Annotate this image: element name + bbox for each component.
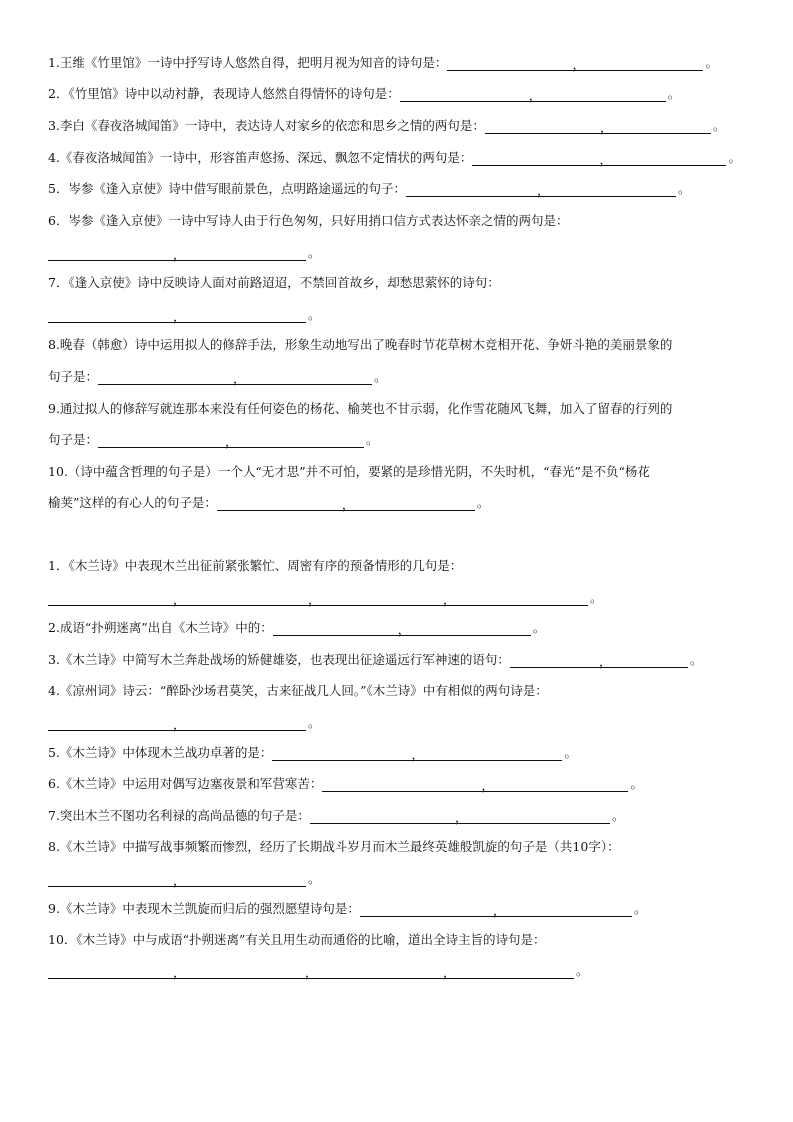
question-2-4-answer: ， 。 — [48, 715, 760, 731]
answer-blank[interactable] — [48, 873, 176, 887]
question-text: 8.晚春（韩愈）诗中运用拟人的修辞手法，形象生动地写出了晚春时节花草树木竞相开花、争妍斗艳的美丽景象的 — [48, 337, 673, 352]
question-text: 7.突出木兰不图功名利禄的高尚品德的句子是： — [48, 808, 310, 823]
answer-blank[interactable] — [48, 247, 176, 261]
question-text: 5．岑参《逢入京使》诗中借写眼前景色，点明路途遥远的句子： — [48, 181, 406, 196]
answer-blank[interactable] — [446, 965, 574, 979]
question-text: 10.（诗中蕴含哲理的句子是）一个人“无才思”并不可怕，要紧的是珍惜光阴，不失时机，“春光”是不负“杨花 — [48, 464, 650, 479]
question-1-9-answer: 句子是： ， 。 — [48, 432, 379, 449]
answer-blank[interactable] — [228, 434, 364, 448]
question-1-9 — [48, 401, 760, 417]
answer-blank[interactable] — [176, 309, 306, 323]
answer-blank[interactable] — [360, 903, 496, 917]
answer-blank[interactable] — [310, 810, 458, 824]
question-text: 4.《春夜洛城闻笛》一诗中，形容笛声悠扬、深远、飘忽不定情状的两句是： — [48, 150, 473, 165]
question-1-3: 3.李白《春夜洛城闻笛》一诗中，表达诗人对家乡的依恋和思乡之情的两句是： ， 。 — [48, 118, 726, 135]
answer-blank[interactable] — [176, 717, 306, 731]
question-1-7 — [48, 275, 760, 291]
answer-blank[interactable] — [485, 120, 603, 134]
answer-blank[interactable] — [602, 654, 688, 668]
answer-blank[interactable] — [272, 747, 414, 761]
question-text: 句子是： — [48, 369, 99, 384]
answer-blank[interactable] — [98, 371, 236, 385]
question-2-3: 3.《木兰诗》中简写木兰奔赴战场的矫健雄姿，也表现出征途遥远行军神速的语句： ， 。 — [48, 652, 703, 669]
question-2-7: 7.突出木兰不图功名利禄的高尚品德的句子是： ， 。 — [48, 808, 625, 825]
answer-blank[interactable] — [406, 183, 540, 197]
question-text: 榆荚”这样的有心人的句子是： — [48, 495, 217, 510]
answer-blank[interactable] — [401, 622, 531, 636]
question-text: 句子是： — [48, 432, 99, 447]
answer-blank[interactable] — [496, 903, 632, 917]
answer-blank[interactable] — [48, 965, 176, 979]
question-2-1-answer: ， ， ， 。 — [48, 590, 760, 606]
answer-blank[interactable] — [345, 497, 475, 511]
answer-blank[interactable] — [98, 434, 228, 448]
answer-blank[interactable] — [458, 810, 610, 824]
question-text: 6．岑参《逢入京使》一诗中写诗人由于行色匆匆，只好用捎口信方式表达怀亲之情的两句是： — [48, 213, 569, 228]
answer-blank[interactable] — [236, 371, 372, 385]
question-text: 6.《木兰诗》中运用对偶写边塞夜景和军营寒苦： — [48, 776, 323, 791]
answer-blank[interactable] — [322, 778, 484, 792]
question-2-10 — [48, 932, 760, 948]
answer-blank[interactable] — [176, 592, 311, 606]
answer-blank[interactable] — [311, 592, 446, 606]
question-1-10 — [48, 464, 760, 480]
answer-blank[interactable] — [446, 592, 588, 606]
question-1-1: 1.王维《竹里馆》一诗中抒写诗人悠然自得，把明月视为知音的诗句是： ， 。 — [48, 55, 718, 72]
answer-blank[interactable] — [532, 88, 666, 102]
question-2-2: 2.成语“扑朔迷离”出自《木兰诗》中的： ， 。 — [48, 620, 546, 637]
question-1-7-answer: ， 。 — [48, 307, 760, 323]
question-text: 1．《木兰诗》中表现木兰出征前紧张繁忙、周密有序的预备情形的几句是： — [48, 558, 463, 573]
question-1-5: 5．岑参《逢入京使》诗中借写眼前景色，点明路途遥远的句子： ， 。 — [48, 181, 691, 198]
answer-blank[interactable] — [176, 965, 308, 979]
question-2-1 — [48, 558, 760, 574]
answer-blank[interactable] — [602, 152, 726, 166]
answer-blank[interactable] — [472, 152, 602, 166]
answer-blank[interactable] — [447, 57, 575, 71]
question-1-8 — [48, 337, 760, 353]
question-text: 8.《木兰诗》中描写战事频繁而惨烈，经历了长期战斗岁月而木兰最终英雄般凯旋的句子是（共10字）： — [48, 839, 620, 854]
answer-blank[interactable] — [308, 965, 446, 979]
question-1-2: 2．《竹里馆》诗中以动衬静，表现诗人悠然自得情怀的诗句是： ， 。 — [48, 86, 681, 103]
answer-blank[interactable] — [414, 747, 562, 761]
answer-blank[interactable] — [575, 57, 703, 71]
answer-blank[interactable] — [603, 120, 711, 134]
question-1-8-answer: 句子是： ， 。 — [48, 369, 387, 386]
question-text: 9.通过拟人的修辞写就连那本来没有任何姿色的杨花、榆荚也不甘示弱，化作雪花随风飞舞，加入了留春的行列的 — [48, 401, 673, 416]
answer-blank[interactable] — [48, 309, 176, 323]
question-text: 3.《木兰诗》中简写木兰奔赴战场的矫健雄姿，也表现出征途遥远行军神速的语句： — [48, 652, 510, 667]
question-text: 2.成语“扑朔迷离”出自《木兰诗》中的： — [48, 620, 273, 635]
question-text: 2．《竹里馆》诗中以动衬静，表现诗人悠然自得情怀的诗句是： — [48, 86, 400, 101]
question-1-6 — [48, 213, 760, 229]
question-text: 3.李白《春夜洛城闻笛》一诗中，表达诗人对家乡的依恋和思乡之情的两句是： — [48, 118, 485, 133]
answer-blank[interactable] — [48, 592, 176, 606]
question-2-8-answer: ， 。 — [48, 871, 760, 887]
answer-blank[interactable] — [273, 622, 401, 636]
answer-blank[interactable] — [510, 654, 602, 668]
question-text: 10．《木兰诗》中与成语“扑朔迷离”有关且用生动而通俗的比喻，道出全诗主旨的诗句是： — [48, 932, 546, 947]
answer-blank[interactable] — [540, 183, 676, 197]
question-text: 4.《凉州词》诗云：“醉卧沙场君莫笑，古来征战几人回。”《木兰诗》中有相似的两句诗是： — [48, 683, 548, 698]
answer-blank[interactable] — [484, 778, 628, 792]
question-1-10-answer: 榆荚”这样的有心人的句子是： ， 。 — [48, 495, 490, 512]
answer-blank[interactable] — [217, 497, 345, 511]
question-text: 1.王维《竹里馆》一诗中抒写诗人悠然自得，把明月视为知音的诗句是： — [48, 55, 448, 70]
answer-blank[interactable] — [176, 247, 306, 261]
question-2-8 — [48, 839, 760, 855]
question-2-4 — [48, 683, 760, 699]
question-2-5: 5.《木兰诗》中体现木兰战功卓著的是： ， 。 — [48, 745, 577, 762]
question-text: 5.《木兰诗》中体现木兰战功卓著的是： — [48, 745, 273, 760]
question-text: 7．《逢入京使》诗中反映诗人面对前路迢迢，不禁回首故乡，却愁思萦怀的诗句： — [48, 275, 500, 290]
question-text: 9.《木兰诗》中表现木兰凯旋而归后的强烈愿望诗句是： — [48, 901, 360, 916]
answer-blank[interactable] — [48, 717, 176, 731]
answer-blank[interactable] — [400, 88, 532, 102]
question-2-9: 9.《木兰诗》中表现木兰凯旋而归后的强烈愿望诗句是： ， 。 — [48, 901, 647, 918]
question-1-6-answer: ， 。 — [48, 245, 760, 261]
answer-blank[interactable] — [176, 873, 306, 887]
question-2-10-answer: ， ， ， 。 — [48, 963, 760, 979]
question-2-6: 6.《木兰诗》中运用对偶写边塞夜景和军营寒苦： ， 。 — [48, 776, 643, 793]
question-1-4: 4.《春夜洛城闻笛》一诗中，形容笛声悠扬、深远、飘忽不定情状的两句是： ， 。 — [48, 150, 741, 167]
